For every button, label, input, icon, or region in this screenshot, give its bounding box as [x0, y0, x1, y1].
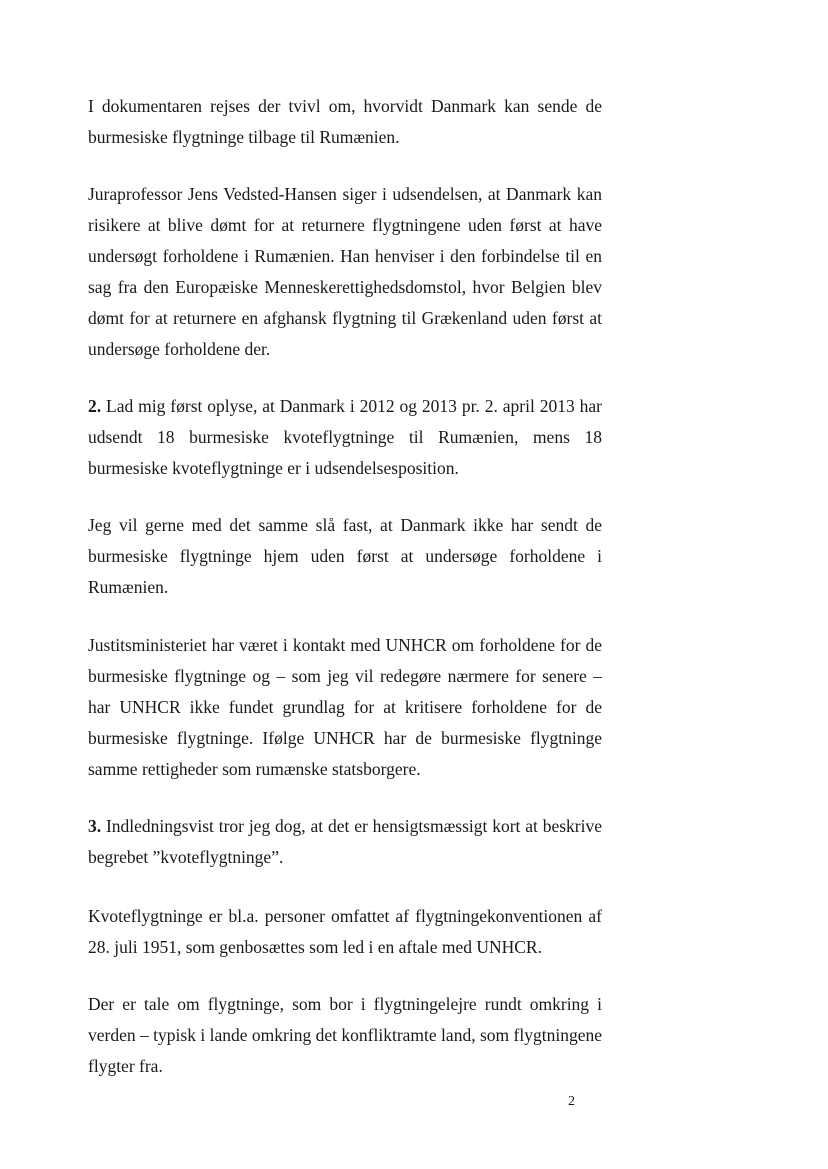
paragraph-text: Der er tale om flygtninge, som bor i flygtningelejre rundt omkring i verden – typisk i lande omkring det konfliktramte land, som flygtningene flygter fra.: [88, 994, 602, 1076]
paragraph-text: Indledningsvist tror jeg dog, at det er hensigtsmæssigt kort at beskrive begrebet ”kvoteflygtninge”.: [88, 816, 602, 867]
paragraph-5: [88, 630, 602, 785]
page-number: 2: [568, 1094, 575, 1109]
paragraph-1: [88, 91, 602, 153]
paragraph-2: [88, 179, 602, 365]
paragraph-3: [88, 391, 602, 484]
paragraph-number: 3.: [88, 816, 102, 836]
paragraph-text: Justitsministeriet har været i kontakt med UNHCR om forholdene for de burmesiske flygtninge og – som jeg vil redegøre nærmere for senere – har UNHCR ikke fundet grundlag for at kritisere forholdene for de burmesiske flygtninge. Ifølge UNHCR har de burmesiske flygtninge samme rettigheder som rumænske statsborgere.: [88, 635, 602, 779]
paragraph-number: 2.: [88, 396, 102, 416]
paragraph-8: [88, 989, 602, 1082]
paragraph-4: [88, 510, 602, 603]
paragraph-text: Kvoteflygtninge er bl.a. personer omfattet af flygtningekonventionen af 28. juli 1951, som genbosættes som led i en aftale med UNHCR.: [88, 906, 602, 957]
paragraph-text: I dokumentaren rejses der tvivl om, hvorvidt Danmark kan sende de burmesiske flygtninge tilbage til Rumænien.: [88, 96, 602, 147]
paragraph-6: [88, 811, 602, 873]
paragraph-text: Jeg vil gerne med det samme slå fast, at Danmark ikke har sendt de burmesiske flygtninge hjem uden først at undersøge forholdene i Rumænien.: [88, 515, 602, 597]
paragraph-text: Juraprofessor Jens Vedsted-Hansen siger i udsendelsen, at Danmark kan risikere at blive dømt for at returnere flygtningene uden først at have undersøgt forholdene i Rumænien. Han henviser i den forbindelse til en sag fra den Europæiske Menneskerettighedsdomstol, hvor Belgien blev dømt for at returnere en afghansk flygtning til Grækenland uden først at undersøge forholdene der.: [88, 184, 602, 359]
paragraph-7: [88, 901, 602, 963]
paragraph-text: Lad mig først oplyse, at Danmark i 2012 og 2013 pr. 2. april 2013 har udsendt 18 burmesiske kvoteflygtninge til Rumænien, mens 18 burmesiske kvoteflygtninge er i udsendelsesposition.: [88, 396, 602, 478]
